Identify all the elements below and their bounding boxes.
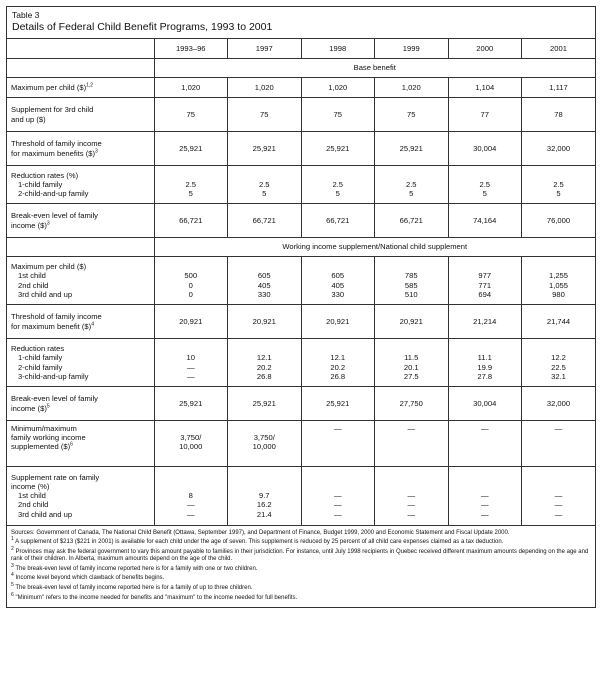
cell: 10,000 bbox=[179, 442, 203, 452]
cell: 605 bbox=[257, 271, 271, 281]
cell: — bbox=[407, 491, 416, 501]
table-row bbox=[7, 467, 595, 525]
table-row bbox=[7, 387, 595, 421]
row-label: for maximum benefit ($) bbox=[11, 321, 92, 331]
cell: 1,020 bbox=[228, 78, 302, 98]
row-sublabel: 2nd child bbox=[18, 280, 49, 290]
cell: — bbox=[407, 509, 416, 519]
cell: 25,921 bbox=[154, 132, 228, 166]
column-header: 1999 bbox=[375, 39, 449, 59]
footnote bbox=[11, 545, 591, 564]
cell: 11.5 bbox=[404, 353, 419, 363]
cell: 5 bbox=[262, 189, 267, 199]
footnote-mark: 3 bbox=[46, 219, 50, 226]
footnote-mark: 1,2 bbox=[86, 82, 94, 89]
column-header: 2001 bbox=[522, 39, 596, 59]
table-title: Details of Federal Child Benefit Programs, 1993 to 2001 bbox=[12, 21, 273, 33]
table-document bbox=[6, 6, 596, 608]
footnote bbox=[11, 572, 591, 583]
section-band-wis bbox=[7, 238, 595, 257]
cell: 405 bbox=[331, 280, 345, 290]
cell: 9.7 bbox=[258, 491, 270, 501]
row-label: Supplement rate on family bbox=[11, 472, 100, 482]
row-sublabel: 2nd child bbox=[18, 500, 49, 510]
row-label: Break-even level of family bbox=[11, 211, 98, 221]
footnote-mark: 3 bbox=[94, 147, 98, 154]
cell: — bbox=[480, 491, 489, 501]
cell: 16.2 bbox=[256, 500, 272, 510]
row-label: income (%) bbox=[11, 481, 50, 491]
cell: 605 bbox=[331, 271, 345, 281]
cell: 2.5 bbox=[332, 179, 344, 189]
cell: 75 bbox=[154, 98, 228, 132]
cell: 2.5 bbox=[479, 179, 491, 189]
table-footnotes bbox=[7, 525, 595, 608]
cell: 25,921 bbox=[228, 132, 302, 166]
cell: 585 bbox=[404, 280, 418, 290]
table-row bbox=[7, 166, 595, 204]
table-header bbox=[7, 7, 595, 39]
cell: 1,020 bbox=[154, 78, 228, 98]
row-label: Maximum per child ($) bbox=[11, 82, 87, 92]
table-row bbox=[7, 305, 595, 339]
row-label: Reduction rates bbox=[11, 344, 65, 354]
cell: 20,921 bbox=[228, 305, 302, 339]
cell: — bbox=[554, 509, 563, 519]
column-header-row bbox=[7, 39, 595, 59]
cell: 25,921 bbox=[301, 387, 375, 421]
cell: 20,921 bbox=[301, 305, 375, 339]
cell: 74,164 bbox=[448, 204, 522, 238]
table-row bbox=[7, 339, 595, 387]
row-label: income ($) bbox=[11, 220, 47, 230]
cell: 510 bbox=[404, 289, 418, 299]
table-row bbox=[7, 421, 595, 467]
row-sublabel: 2-child-and-up family bbox=[18, 189, 89, 199]
row-sublabel: 1-child family bbox=[18, 353, 63, 363]
table-row bbox=[7, 257, 595, 305]
table-row bbox=[7, 204, 595, 238]
row-label: and up ($) bbox=[11, 114, 46, 124]
cell: 66,721 bbox=[375, 204, 449, 238]
source-note: Sources: Government of Canada, The National Child Benefit (Ottawa, September 1997), and Department of Finance, Budget 1999, 2000 and Economic Statement and Fiscal Update 2000. bbox=[11, 529, 510, 536]
cell: 25,921 bbox=[301, 132, 375, 166]
cell: 5 bbox=[482, 189, 487, 199]
cell: 5 bbox=[335, 189, 340, 199]
cell: 1,255 bbox=[548, 271, 568, 281]
cell: 27.8 bbox=[477, 371, 493, 381]
table-row bbox=[7, 98, 595, 132]
cell: 30,004 bbox=[448, 387, 522, 421]
cell: 66,721 bbox=[228, 204, 302, 238]
cell: 76,000 bbox=[522, 204, 596, 238]
cell: 26.8 bbox=[256, 371, 272, 381]
footnote-mark: 6 bbox=[70, 441, 73, 448]
cell: 1,020 bbox=[375, 78, 449, 98]
column-header: 1993–96 bbox=[154, 39, 228, 59]
cell: 2.5 bbox=[258, 179, 270, 189]
row-sublabel: 3rd child and up bbox=[18, 509, 73, 519]
cell: — bbox=[186, 362, 195, 372]
cell: 2.5 bbox=[405, 179, 417, 189]
cell: 32,000 bbox=[522, 132, 596, 166]
cell: 27,750 bbox=[375, 387, 449, 421]
footnote bbox=[11, 536, 591, 547]
row-sublabel: 1-child family bbox=[18, 179, 63, 189]
cell: 20,921 bbox=[154, 305, 228, 339]
row-label: Threshold of family income bbox=[11, 139, 102, 149]
row-sublabel: 1st child bbox=[18, 271, 46, 281]
footnote-mark: 4 bbox=[91, 320, 94, 327]
cell: 8 bbox=[188, 491, 193, 501]
cell: 1,104 bbox=[448, 78, 522, 98]
cell: — bbox=[186, 509, 195, 519]
cell: 21.4 bbox=[256, 509, 272, 519]
cell: — bbox=[186, 500, 195, 510]
footnote-mark: 2 bbox=[11, 545, 14, 552]
cell: 12.1 bbox=[330, 353, 346, 363]
footnote-mark: 3 bbox=[11, 562, 14, 569]
cell: 3,750/ bbox=[253, 433, 275, 443]
footnote-text: The break-even level of family income reported here is for a family with one or two children. bbox=[15, 565, 258, 572]
cell: 25,921 bbox=[154, 387, 228, 421]
row-label: supplemented ($) bbox=[11, 442, 71, 452]
cell: 1,055 bbox=[548, 280, 568, 290]
cell: 20,921 bbox=[375, 305, 449, 339]
cell: 30,004 bbox=[448, 132, 522, 166]
row-label: Maximum per child ($) bbox=[11, 262, 87, 272]
section-title: Working income supplement/National child supplement bbox=[154, 238, 595, 257]
footnote-text: Income level beyond which clawback of benefits begins. bbox=[15, 575, 165, 582]
cell: 21,744 bbox=[522, 305, 596, 339]
row-sublabel: 1st child bbox=[18, 491, 46, 501]
cell: 980 bbox=[552, 289, 565, 299]
cell: 0 bbox=[188, 280, 193, 290]
table-row bbox=[7, 78, 595, 98]
row-label: Reduction rates (%) bbox=[11, 170, 79, 180]
footnote-mark: 1 bbox=[11, 536, 14, 543]
column-header: 2000 bbox=[448, 39, 522, 59]
footnote bbox=[11, 562, 591, 574]
row-label: Minimum/maximum bbox=[11, 424, 77, 433]
cell: 1,020 bbox=[301, 78, 375, 98]
section-band-base bbox=[7, 59, 595, 78]
cell: 19.9 bbox=[477, 362, 493, 372]
cell: 25,921 bbox=[228, 387, 302, 421]
row-label: Break-even level of family bbox=[11, 394, 98, 404]
cell: 32,000 bbox=[522, 387, 596, 421]
cell: 12.2 bbox=[551, 353, 566, 363]
cell: 500 bbox=[184, 271, 198, 281]
cell: — bbox=[480, 424, 489, 433]
cell: — bbox=[186, 371, 195, 381]
footnote-text: The break-even level of family income reported here is for a family of up to three children. bbox=[15, 585, 253, 592]
footnote-mark: 4 bbox=[11, 572, 14, 579]
cell: — bbox=[407, 500, 416, 510]
corner-cell bbox=[7, 39, 154, 59]
cell: 20.1 bbox=[403, 362, 419, 372]
cell: 405 bbox=[257, 280, 271, 290]
cell: 78 bbox=[522, 98, 596, 132]
cell: 66,721 bbox=[154, 204, 228, 238]
benefit-table bbox=[7, 39, 595, 525]
row-sublabel: 3rd child and up bbox=[18, 289, 73, 299]
cell: 10,000 bbox=[252, 442, 276, 452]
cell: 2.5 bbox=[553, 179, 564, 189]
cell: — bbox=[333, 500, 342, 510]
section-title: Base benefit bbox=[154, 59, 595, 78]
column-header: 1998 bbox=[301, 39, 375, 59]
cell: — bbox=[554, 424, 563, 433]
cell: 20.2 bbox=[330, 362, 346, 372]
cell: 3,750/ bbox=[180, 433, 202, 443]
cell: 12.1 bbox=[256, 353, 272, 363]
row-sublabel: 2-child family bbox=[18, 362, 63, 372]
cell: 21,214 bbox=[448, 305, 522, 339]
row-label: income ($) bbox=[11, 403, 47, 413]
footnote-mark: 6 bbox=[11, 591, 14, 598]
cell: 771 bbox=[478, 280, 492, 290]
cell: — bbox=[333, 509, 342, 519]
cell: 330 bbox=[257, 289, 271, 299]
cell: — bbox=[554, 491, 563, 501]
table-number: Table 3 bbox=[12, 10, 40, 20]
cell: 2.5 bbox=[185, 179, 197, 189]
cell: 20.2 bbox=[256, 362, 272, 372]
row-label: Threshold of family income bbox=[11, 312, 102, 322]
cell: 10 bbox=[186, 353, 195, 363]
cell: 0 bbox=[188, 289, 193, 299]
cell: — bbox=[333, 491, 342, 501]
footnote bbox=[11, 591, 591, 603]
cell: 785 bbox=[404, 271, 418, 281]
table-row bbox=[7, 132, 595, 166]
cell: 32.1 bbox=[551, 371, 566, 381]
cell: 75 bbox=[375, 98, 449, 132]
footnote-mark: 5 bbox=[46, 402, 50, 409]
row-label: family working income bbox=[11, 433, 86, 443]
footnote-text: A supplement of $213 ($221 in 2001) is available for each child under the age of seven. This supplement is reduced by 25 percent of all child care expenses claimed as a tax deduction. bbox=[15, 539, 504, 546]
footnote-text: Provinces may ask the federal government to vary this amount payable to families in their jurisdiction. For instance, until July 1998 recipients in Quebec received different maximum amounts depending on the age and rank of their children. In Alberta, maximum amounts depend on the age of the child. bbox=[11, 548, 589, 563]
cell: 11.1 bbox=[477, 353, 492, 363]
cell: 75 bbox=[228, 98, 302, 132]
row-label: for maximum benefits ($) bbox=[11, 148, 95, 158]
cell: — bbox=[480, 500, 489, 510]
cell: 26.8 bbox=[330, 371, 346, 381]
cell: 66,721 bbox=[301, 204, 375, 238]
footnote-text: "Minimum" refers to the income needed for benefits and "maximum" to the income needed for full benefits. bbox=[15, 594, 298, 601]
cell: 75 bbox=[301, 98, 375, 132]
cell: 5 bbox=[188, 189, 193, 199]
cell: 694 bbox=[478, 289, 492, 299]
cell: 1,117 bbox=[522, 78, 596, 98]
cell: 22.5 bbox=[551, 362, 566, 372]
cell: — bbox=[333, 424, 342, 433]
row-sublabel: 3-child-and-up family bbox=[18, 371, 89, 381]
cell: 77 bbox=[448, 98, 522, 132]
cell: 977 bbox=[478, 271, 492, 281]
cell: — bbox=[407, 424, 416, 433]
column-header: 1997 bbox=[228, 39, 302, 59]
cell: 25,921 bbox=[375, 132, 449, 166]
footnote bbox=[11, 582, 591, 593]
cell: 5 bbox=[556, 189, 561, 199]
cell: — bbox=[554, 500, 563, 510]
cell: 330 bbox=[331, 289, 345, 299]
cell: — bbox=[480, 509, 489, 519]
footnote-mark: 5 bbox=[11, 582, 14, 589]
row-label: Supplement for 3rd child bbox=[11, 105, 94, 115]
cell: 27.5 bbox=[403, 371, 419, 381]
cell: 5 bbox=[409, 189, 414, 199]
